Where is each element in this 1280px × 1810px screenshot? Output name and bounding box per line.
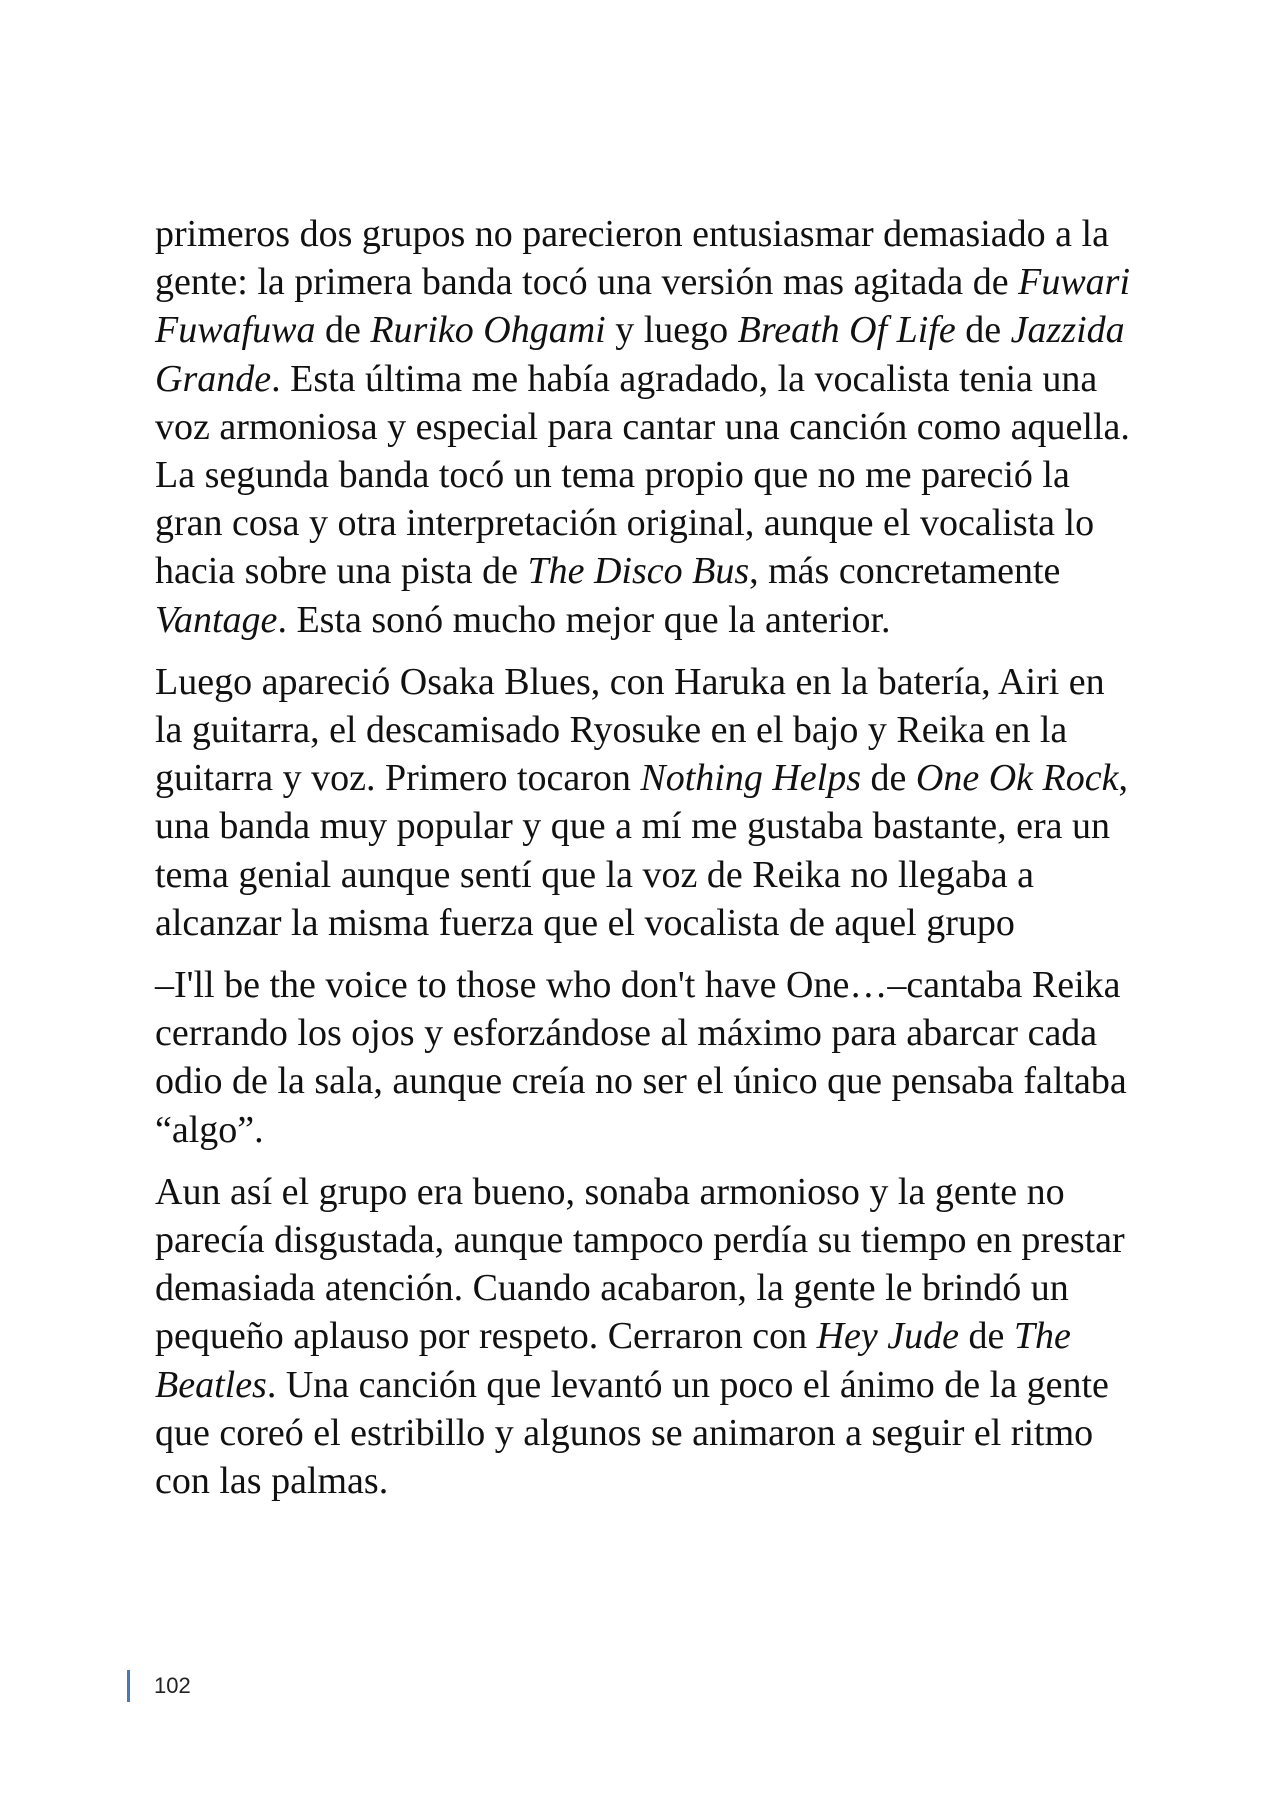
italic-title: Nothing Helps: [640, 757, 862, 800]
footer-accent-bar: [127, 1670, 130, 1702]
text-run: Luego apareció Osaka Blues, con Haruka en la batería, Airi en la guitarra, el descamisado Ryosuke en el bajo y Reika en la guitarra y voz. Primero tocaron: [155, 660, 1105, 800]
italic-title: The Beatles: [155, 1315, 1071, 1406]
text-run: Aun así el grupo era bueno, sonaba armonioso y la gente no parecía disgustada, aunque tampoco perdía su tiempo en prestar demasiada atención. Cuando acabaron, la gente le brindó un pequeño aplauso por respeto. Cerraron con: [155, 1170, 1125, 1358]
italic-title: Hey Jude: [816, 1315, 960, 1358]
text-run: de: [955, 309, 1011, 352]
text-run: de: [959, 1315, 1014, 1358]
paragraph: [155, 658, 1140, 947]
paragraph: [155, 961, 1140, 1154]
text-run: y luego: [605, 309, 738, 352]
text-run: , más concretamente: [749, 550, 1061, 593]
text-run: . Esta sonó mucho mejor que la anterior.: [277, 598, 891, 641]
text-run: de: [315, 309, 371, 352]
italic-title: Fuwari Fuwafuwa: [155, 261, 1131, 352]
body-text: [155, 210, 1140, 1519]
text-run: , una banda muy popular y que a mí me gustaba bastante, era un tema genial aunque sentí que la voz de Reika no llegaba a alcanzar la misma fuerza que el vocalista de aquel grupo: [155, 757, 1128, 944]
text-run: primeros dos grupos no parecieron entusiasmar demasiado a la gente: la primera banda tocó una versión mas agitada de: [155, 213, 1109, 304]
italic-title: Vantage: [155, 598, 278, 641]
text-run: de: [861, 757, 916, 800]
italic-title: The Disco Bus: [527, 550, 750, 593]
paragraph: [155, 210, 1140, 644]
text-run: –I'll be the voice to those who don't have One…–cantaba Reika cerrando los ojos y esforzándose al máximo para abarcar cada odio de la sala, aunque creía no ser el único que pensaba faltaba “algo”.: [155, 964, 1127, 1151]
text-run: . Una canción que levantó un poco el ánimo de la gente que coreó el estribillo y algunos se animaron a seguir el ritmo con las palmas.: [155, 1363, 1109, 1503]
italic-title: Ruriko Ohgami: [370, 309, 606, 352]
italic-title: One Ok Rock: [915, 757, 1119, 800]
page-number: 102: [154, 1673, 191, 1698]
paragraph: [155, 1168, 1140, 1505]
italic-title: Jazzida Grande: [155, 309, 1125, 400]
italic-title: Breath Of Life: [737, 309, 956, 352]
text-run: . Esta última me había agradado, la vocalista tenia una voz armoniosa y especial para cantar una canción como aquella. La segunda banda tocó un tema propio que no me pareció la gran cosa y otra interpretación original, aunque el vocalista lo hacia sobre una pista de: [155, 357, 1130, 593]
